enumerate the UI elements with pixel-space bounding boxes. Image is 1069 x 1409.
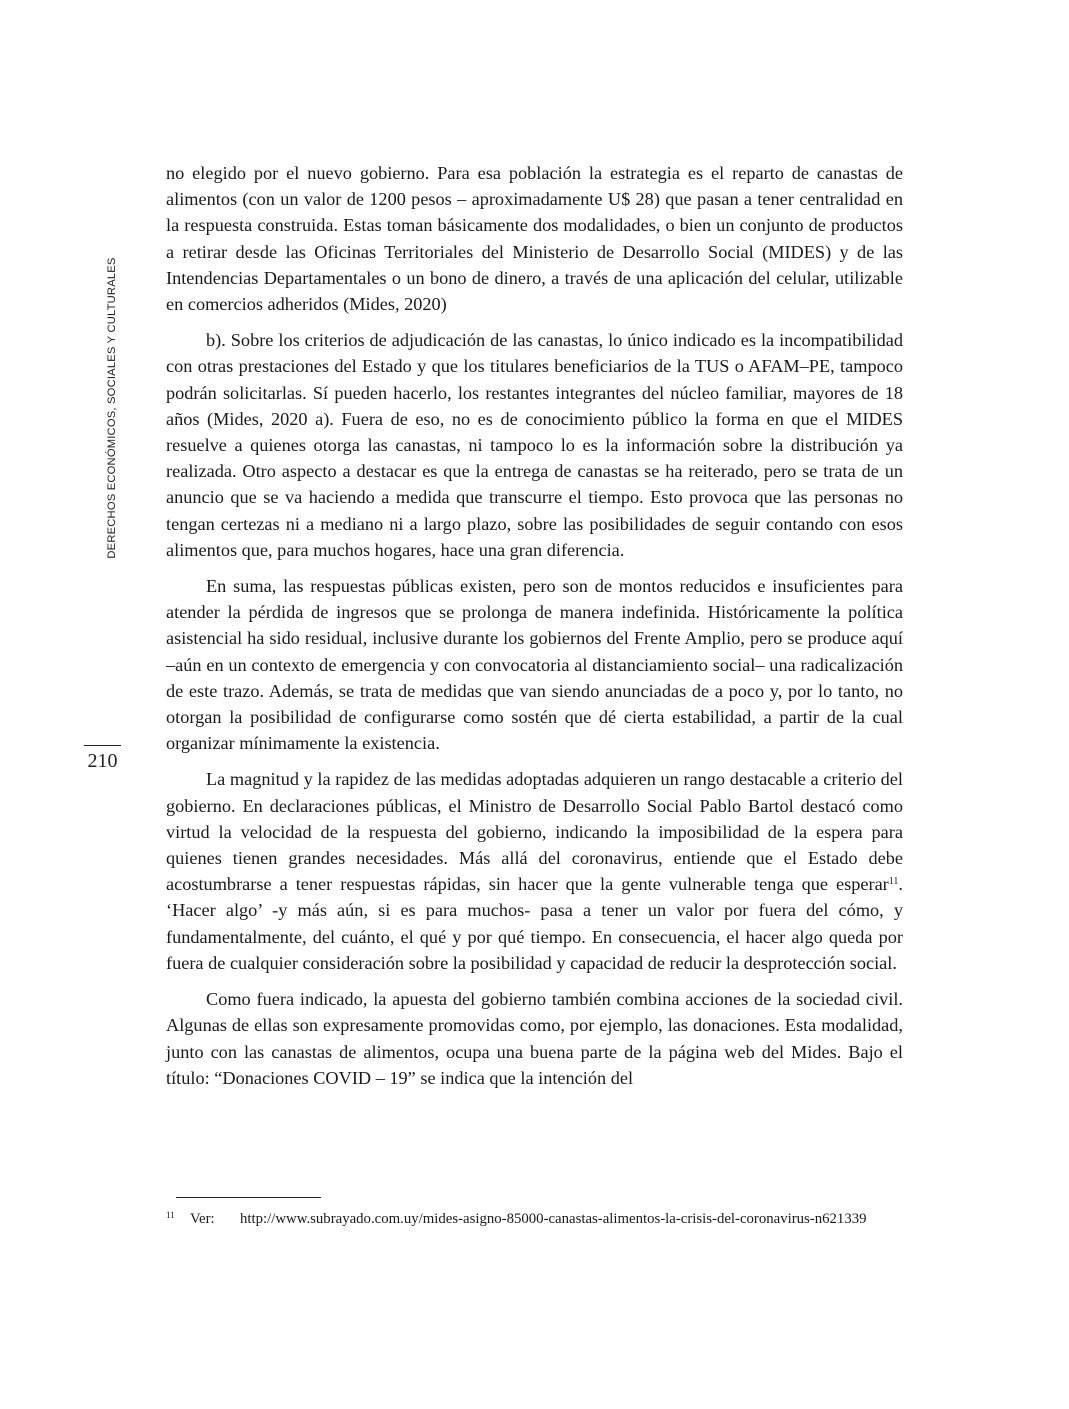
running-header: DERECHOS ECONÓMICOS, SOCIALES Y CULTURALES xyxy=(106,257,118,559)
paragraph-2: b). Sobre los criterios de adjudicación de las canastas, lo único indicado es la incompatibilidad con otras prestaciones del Estado y que los titulares beneficiarios de la TUS o AFAM–PE, tampoco podrán solicitarlas. Sí pueden hacerlo, los restantes integrantes del núcleo familiar, mayores de 18 años (Mides, 2020 a). Fuera de eso, no es de conocimiento público la forma en que el MIDES resuelve a quienes otorga las canastas, ni tampoco lo es la información sobre la distribución ya realizada. Otro aspecto a destacar es que la entrega de canastas se ha reiterado, pero se trata de un anuncio que se va haciendo a medida que transcurre el tiempo. Esto provoca que las personas no tengan certezas ni a mediano ni a largo plazo, sobre las posibilidades de seguir contando con esos alimentos que, para muchos hogares, hace una gran diferencia. xyxy=(166,330,903,560)
footnote-label: Ver: xyxy=(190,1211,215,1227)
footnote xyxy=(166,1205,903,1230)
footnote-number: 11 xyxy=(166,1210,175,1220)
page-number: 210 xyxy=(87,750,118,772)
paragraph-1: no elegido por el nuevo gobierno. Para esa población la estrategia es el reparto de canastas de alimentos (con un valor de 1200 pesos – aproximadamente U$ 28) que pasan a tener centralidad en la respuesta construida. Estas toman básicamente dos modalidades, o bien un conjunto de productos a retirar desde las Oficinas Territoriales del Ministerio de Desarrollo Social (MIDES) y de las Intendencias Departamentales o un bono de dinero, a través de una aplicación del celular, utilizable en comercios adheridos (Mides, 2020) xyxy=(166,163,903,315)
paragraph-3: En suma, las respuestas públicas existen, pero son de montos reducidos e insuficientes para atender la pérdida de ingresos que se prolonga de manera indefinida. Históricamente la política asistencial ha sido residual, inclusive durante los gobiernos del Frente Amplio, pero se produce aquí –aún en un contexto de emergencia y con convocatoria al distanciamiento social– una radicalización de este trazo. Además, se trata de medidas que van siendo anunciadas de a poco y, por lo tanto, no otorgan la posibilidad de configurarse como sostén que dé cierta estabilidad, a partir de la cual organizar mínimamente la existencia. xyxy=(166,576,903,754)
paragraph-5: Como fuera indicado, la apuesta del gobierno también combina acciones de la sociedad civil. Algunas de ellas son expresamente promovidas como, por ejemplo, las donaciones. Esta modalidad, junto con las canastas de alimentos, ocupa una buena parte de la página web del Mides. Bajo el título: “Donaciones COVID – 19” se indica que la intención del xyxy=(166,989,903,1088)
paragraph-4 xyxy=(166,766,903,976)
paragraph-4-text-after: . ‘Hacer algo’ -y más aún, si es para muchos- pasa a tener un valor por fuera del cómo, y fundamentalmente, del cuánto, el qué y por qué tiempo. En consecuencia, el hacer algo queda por fuera de cualquier consideración sobre la posibilidad y capacidad de reducir la desprotección social. xyxy=(166,874,903,973)
footnote-rule xyxy=(176,1197,321,1198)
page-number-rule xyxy=(84,745,121,746)
body-text xyxy=(166,160,903,1101)
footnote-reference[interactable]: 11 xyxy=(888,876,899,888)
paragraph-4-text-before: La magnitud y la rapidez de las medidas adoptadas adquieren un rango destacable a criterio del gobierno. En declaraciones públicas, el Ministro de Desarrollo Social Pablo Bartol destacó como virtud la velocidad de la respuesta del gobierno, indicando la imposibilidad de la espera para quienes tienen grandes necesidades. Más allá del coronavirus, entiende que el Estado debe acostumbrarse a tener respuestas rápidas, sin hacer que la gente vulnerable tenga que esperar xyxy=(166,769,903,895)
footnote-link[interactable]: http://www.subrayado.com.uy/mides-asigno-85000-canastas-alimentos-la-crisis-del-coronavirus-n621339 xyxy=(240,1211,867,1227)
